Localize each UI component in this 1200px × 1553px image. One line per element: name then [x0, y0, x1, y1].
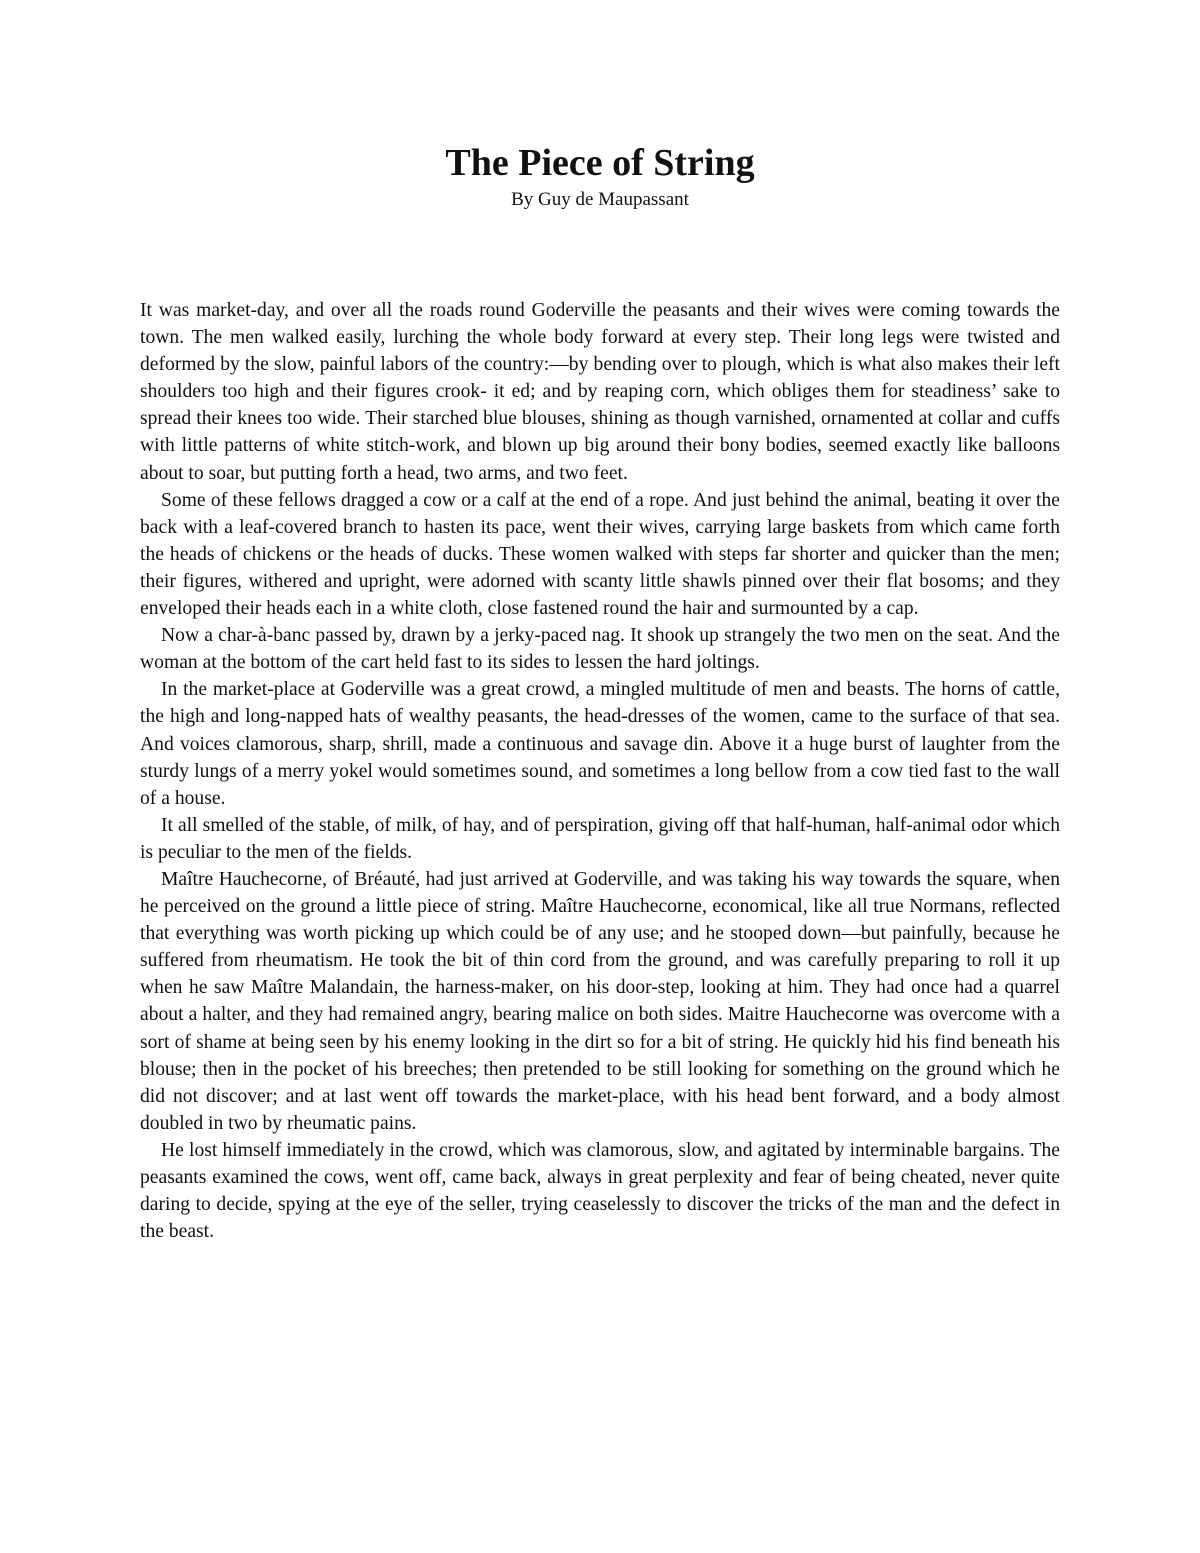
document-title: The Piece of String [445, 142, 755, 184]
paragraph-7: He lost himself immediately in the crowd, which was clamorous, slow, and agitated by interminable bargains. The peasants examined the cows, went off, came back, always in great perplexity and fear of being cheated, never quite daring to decide, spying at the eye of the seller, trying ceaselessly to discover the tricks of the man and the defect in the beast. [140, 1139, 1060, 1243]
story-body [140, 297, 1060, 1245]
paragraph-2: Some of these fellows dragged a cow or a calf at the end of a rope. And just behind the animal, beating it over the back with a leaf-covered branch to hasten its pace, went their wives, carrying large baskets from which came forth the heads of chickens or the heads of ducks. These women walked with steps far shorter and quicker than the men; their figures, withered and upright, were adorned with scanty little shawls pinned over their flat bosoms; and they enveloped their heads each in a white cloth, close fastened round the hair and surmounted by a cap. [140, 489, 1060, 620]
paragraph-3: Now a char-à-banc passed by, drawn by a jerky-paced nag. It shook up strangely the two men on the seat. And the woman at the bottom of the cart held fast to its sides to lessen the hard joltings. [140, 625, 1060, 674]
paragraph-4: In the market-place at Goderville was a great crowd, a mingled multitude of men and beasts. The horns of cattle, the high and long-napped hats of wealthy peasants, the head-dresses of the women, came to the surface of that sea. And voices clamorous, sharp, shrill, made a continuous and savage din. Above it a huge burst of laughter from the sturdy lungs of a merry yokel would sometimes sound, and sometimes a long bellow from a cow tied fast to the wall of a house. [140, 679, 1060, 809]
paragraph-5: It all smelled of the stable, of milk, of hay, and of perspiration, giving off that half-human, half-animal odor which is peculiar to the men of the fields. [140, 814, 1060, 863]
author-byline: By Guy de Maupassant [511, 189, 689, 210]
paragraph-1: It was market-day, and over all the roads round Goderville the peasants and their wives were coming towards the town. The men walked easily, lurching the whole body forward at every step. Their long legs were twisted and deformed by the slow, painful labors of the country:—by bending over to plough, which is what also makes their left shoulders too high and their figures crook- it ed; and by reaping corn, which obliges them for steadiness’ sake to spread their knees too wide. Their starched blue blouses, shining as though varnished, ornamented at collar and cuffs with little patterns of white stitch-work, and blown up big around their bony bodies, seemed exactly like balloons about to soar, but putting forth a head, two arms, and two feet. [140, 300, 1060, 484]
paragraph-6: Maître Hauchecorne, of Bréauté, had just arrived at Goderville, and was taking his way towards the square, when he perceived on the ground a little piece of string. Maître Hauchecorne, economical, like all true Normans, reflected that everything was worth picking up which could be of any use; and he stooped down—but painfully, because he suffered from rheumatism. He took the bit of thin cord from the ground, and was carefully preparing to roll it up when he saw Maître Malandain, the harness-maker, on his door-step, looking at him. They had once had a quarrel about a halter, and they had remained angry, bearing malice on both sides. Maitre Hauchecorne was overcome with a sort of shame at being seen by his enemy looking in the dirt so for a bit of string. He quickly hid his find beneath his blouse; then in the pocket of his breeches; then pretended to be still looking for something on the ground which he did not discover; and at last went off towards the market-place, with his head bent forward, and a body almost doubled in two by rheumatic pains. [140, 868, 1060, 1134]
